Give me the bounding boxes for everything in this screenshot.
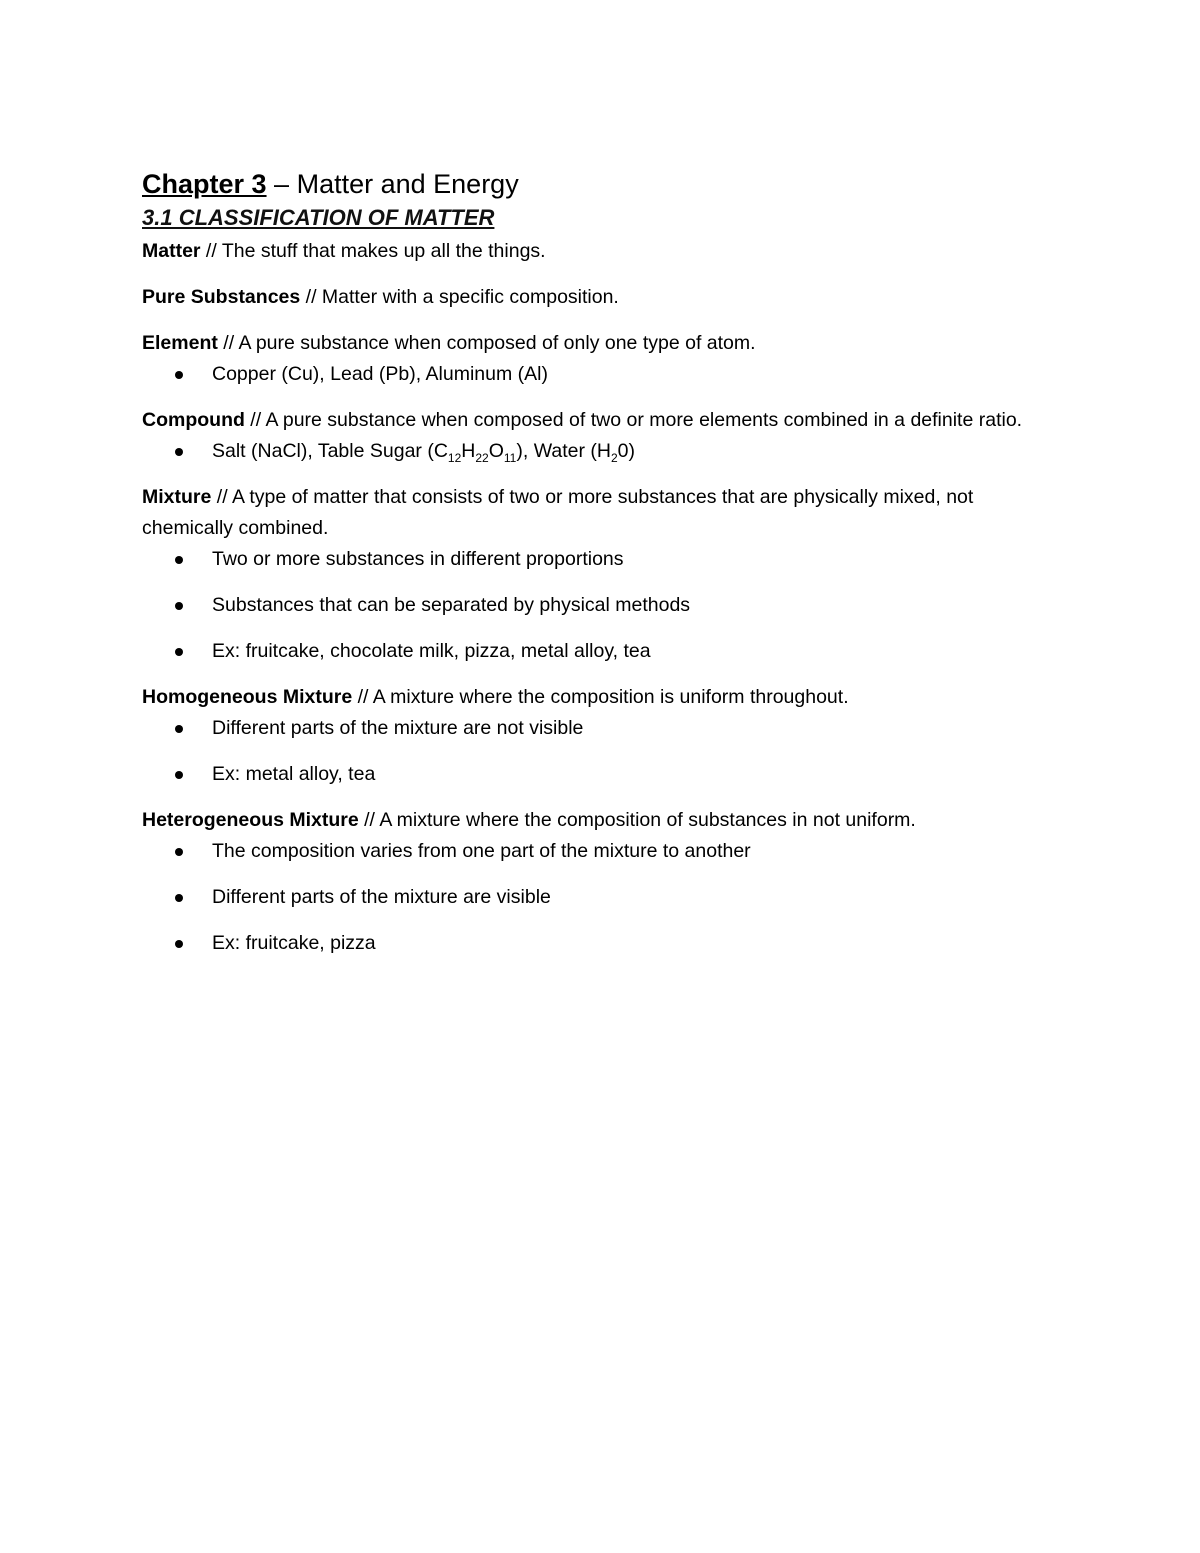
term-definition: A type of matter that consists of two or more substances that are physically mixed, not chemically combined.: [142, 486, 974, 539]
definition-element: [142, 328, 1052, 359]
formula-subscript: 11: [503, 450, 517, 465]
term-definition: The stuff that makes up all the things.: [221, 240, 546, 262]
heterogeneous-points-list: [142, 836, 1052, 959]
list-item: [142, 590, 1052, 621]
term-definition: A mixture where the composition of substances in not uniform.: [379, 809, 916, 831]
formula-text: Salt (NaCl), Table Sugar (C: [212, 440, 448, 462]
bullet-icon: [175, 602, 183, 610]
list-item-text: Ex: fruitcake, pizza: [212, 932, 376, 954]
chapter-dash: –: [266, 169, 297, 199]
document-page: [142, 166, 1052, 959]
bullet-icon: [175, 771, 183, 779]
definition-homogeneous-mixture: [142, 682, 1052, 713]
term-label: Mixture: [142, 486, 212, 508]
list-item-text: Different parts of the mixture are not visible: [212, 717, 584, 739]
list-item: [142, 882, 1052, 913]
separator: //: [300, 286, 322, 308]
compound-examples-list: [142, 436, 1052, 467]
chapter-title: Matter and Energy: [296, 169, 519, 199]
separator: //: [352, 686, 373, 708]
term-label: Compound: [142, 409, 245, 431]
formula-text: H: [461, 440, 476, 462]
bullet-icon: [175, 371, 183, 379]
bullet-icon: [175, 556, 183, 564]
list-item: [142, 636, 1052, 667]
list-item: [142, 436, 1052, 467]
list-item: [142, 928, 1052, 959]
term-definition: A mixture where the composition is uniform throughout.: [372, 686, 849, 708]
term-label: Matter: [142, 240, 201, 262]
list-item: [142, 759, 1052, 790]
list-item: [142, 713, 1052, 744]
mixture-points-list: [142, 544, 1052, 667]
list-item-text: Copper (Cu), Lead (Pb), Aluminum (Al): [212, 363, 548, 385]
definition-matter: [142, 236, 1052, 267]
bullet-icon: [175, 848, 183, 856]
element-examples-list: [142, 359, 1052, 390]
term-label: Pure Substances: [142, 286, 301, 308]
term-label: Element: [142, 332, 218, 354]
formula-subscript: 12: [447, 450, 462, 465]
formula-text: O: [488, 440, 504, 462]
separator: //: [244, 409, 266, 431]
chapter-heading: [142, 166, 1052, 202]
formula-subscript: 2: [610, 450, 618, 465]
bullet-icon: [175, 448, 183, 456]
term-definition: Matter with a specific composition.: [321, 286, 619, 308]
bullet-icon: [175, 648, 183, 656]
list-item-text: Ex: fruitcake, chocolate milk, pizza, metal alloy, tea: [212, 640, 651, 662]
separator: //: [217, 332, 239, 354]
chapter-number: Chapter 3: [142, 169, 267, 199]
section-heading: 3.1 CLASSIFICATION OF MATTER: [142, 205, 495, 230]
bullet-icon: [175, 894, 183, 902]
list-item: [142, 359, 1052, 390]
separator: //: [200, 240, 222, 262]
formula-text: 0): [617, 440, 635, 462]
separator: //: [211, 486, 232, 508]
term-label: Homogeneous Mixture: [142, 686, 353, 708]
definition-pure-substances: [142, 282, 1052, 313]
list-item-text: Two or more substances in different proportions: [212, 548, 624, 570]
term-definition: A pure substance when composed of two or more elements combined in a definite ratio.: [265, 409, 1023, 431]
list-item: [142, 836, 1052, 867]
separator: //: [358, 809, 380, 831]
term-label: Heterogeneous Mixture: [142, 809, 359, 831]
formula-subscript: 22: [475, 450, 489, 465]
list-item: [142, 544, 1052, 575]
list-item-text: Substances that can be separated by physical methods: [212, 594, 691, 616]
definition-heterogeneous-mixture: [142, 805, 1052, 836]
list-item-text: The composition varies from one part of the mixture to another: [212, 840, 751, 862]
list-item-text: Ex: metal alloy, tea: [212, 763, 376, 785]
homogeneous-points-list: [142, 713, 1052, 790]
term-definition: A pure substance when composed of only one type of atom.: [238, 332, 756, 354]
bullet-icon: [175, 940, 183, 948]
definition-mixture: [142, 482, 1052, 544]
definition-compound: [142, 405, 1052, 436]
bullet-icon: [175, 725, 183, 733]
list-item-text: Different parts of the mixture are visible: [212, 886, 551, 908]
formula-text: ), Water (H: [516, 440, 611, 462]
